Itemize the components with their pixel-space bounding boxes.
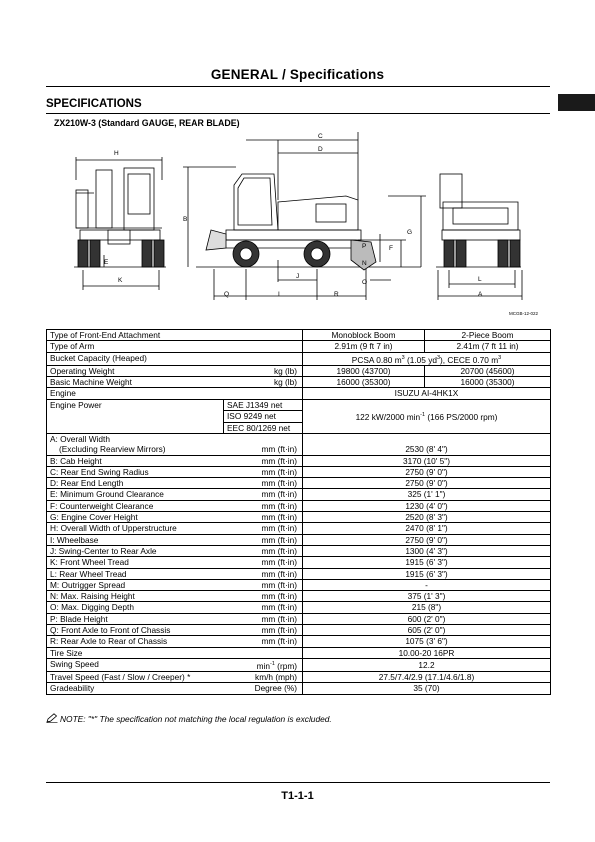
- table-row: [47, 545, 551, 556]
- standard-item: ISO 9249 net: [224, 411, 302, 423]
- row-label: I: Wheelbase mm (ft·in): [47, 534, 303, 545]
- cell-value: PCSA 0.80 $m^3$ (1.05 $yd^3$), CECE 0.70 $m^3$: [303, 352, 551, 365]
- label-D: D: [318, 146, 323, 153]
- cell-value: 27.5/7.4/2.9 (17.1/4.6/1.8): [303, 671, 551, 682]
- table-row: [47, 613, 551, 624]
- cell-value: 2.41m (7 ft 11 in): [425, 341, 551, 352]
- machine-drawing: [46, 130, 552, 322]
- table-row: [47, 433, 551, 455]
- label-A: A: [478, 291, 483, 298]
- cell-value: 600 (2' 0"): [303, 613, 551, 624]
- cell-value: 1915 (6' 3"): [303, 568, 551, 579]
- header-rule: [46, 86, 550, 87]
- row-label: Basic Machine Weight kg (lb): [47, 376, 303, 387]
- row-label: N: Max. Raising Height mm (ft·in): [47, 591, 303, 602]
- table-row: [47, 466, 551, 477]
- engine-power-label-cell: [47, 399, 303, 433]
- cell-value: 10.00-20 16PR: [303, 647, 551, 658]
- table-row: [47, 478, 551, 489]
- cell-value: 12.2: [303, 658, 551, 671]
- cell-value: -: [303, 579, 551, 590]
- table-row: [47, 365, 551, 376]
- section-title: SPECIFICATIONS: [46, 98, 142, 110]
- table-row: [47, 388, 551, 399]
- row-label: Type of Arm: [47, 341, 303, 352]
- engine-power-standards: [223, 400, 302, 433]
- cell-value: 1075 (3' 6"): [303, 636, 551, 647]
- section-tab-marker: [558, 94, 595, 111]
- label-P: P: [362, 243, 367, 250]
- pencil-note-icon: [46, 713, 58, 723]
- spec-table: [46, 329, 551, 695]
- figure-code: MCGB-12-022: [509, 311, 539, 316]
- page-number: T1-1-1: [281, 790, 314, 802]
- cell-value: 2.91m (9 ft 7 in): [303, 341, 425, 352]
- row-label: A: Overall Width (Excluding Rearview Mirrors) mm (ft·in): [47, 433, 303, 455]
- footer-rule: [46, 782, 550, 783]
- label-C: C: [318, 133, 323, 140]
- label-H: H: [114, 150, 119, 157]
- label-O: O: [362, 279, 368, 286]
- standard-item: EEC 80/1269 net: [227, 422, 291, 433]
- table-row: [47, 579, 551, 590]
- row-label: L: Rear Wheel Tread mm (ft·in): [47, 568, 303, 579]
- cell-value: 122 kW/2000 $\min^{-1} (166$ PS/2000 rpm): [303, 399, 551, 433]
- label-J: J: [296, 273, 300, 280]
- label-R: R: [334, 291, 339, 298]
- row-label: Bucket Capacity (Heaped): [47, 352, 303, 365]
- cell-value: ISUZU AI-4HK1X: [303, 388, 551, 399]
- dimension-figure: [46, 130, 552, 322]
- label-L: L: [478, 276, 482, 283]
- table-row: [47, 341, 551, 352]
- table-row: [47, 647, 551, 658]
- cell-value: 605 (2' 0"): [303, 625, 551, 636]
- row-label: J: Swing-Center to Rear Axle mm (ft·in): [47, 545, 303, 556]
- label-N: N: [362, 260, 367, 267]
- row-label: E: Minimum Ground Clearance mm (ft·in): [47, 489, 303, 500]
- table-row: [47, 557, 551, 568]
- cell-value: 20700 (45600): [425, 365, 551, 376]
- row-label: P: Blade Height mm (ft·in): [47, 613, 303, 624]
- cell-value: 16000 (35300): [425, 376, 551, 387]
- label-F: F: [389, 245, 393, 252]
- row-label: D: Rear End Length mm (ft·in): [47, 478, 303, 489]
- table-row: [47, 636, 551, 647]
- standard-item: SAE J1349 net: [224, 400, 302, 412]
- row-label: Travel Speed (Fast / Slow / Creeper) * km/h (mph): [47, 671, 303, 682]
- label-B: B: [183, 216, 188, 223]
- table-row: [47, 671, 551, 682]
- cell-value: 3170 (10' 5"): [303, 455, 551, 466]
- table-row: [47, 568, 551, 579]
- row-label: F: Counterweight Clearance mm (ft·in): [47, 500, 303, 511]
- table-row: [47, 500, 551, 511]
- table-row: [47, 352, 551, 365]
- row-label: R: Rear Axle to Rear of Chassis mm (ft·in): [47, 636, 303, 647]
- row-label: Gradeability Degree (%): [47, 683, 303, 694]
- cell-value: 215 (8"): [303, 602, 551, 613]
- table-row: [47, 399, 551, 433]
- table-row: [47, 625, 551, 636]
- row-label: Q: Front Axle to Front of Chassis mm (ft·in): [47, 625, 303, 636]
- cell-value: 1230 (4' 0"): [303, 500, 551, 511]
- row-label: H: Overall Width of Upperstructure mm (ft·in): [47, 523, 303, 534]
- label-I: I: [278, 291, 280, 298]
- page-header-title: GENERAL / Specifications: [210, 67, 385, 82]
- table-row: [47, 523, 551, 534]
- dimension-rows: [47, 455, 551, 647]
- table-row: [47, 591, 551, 602]
- cell-value: 2470 (8' 1"): [303, 523, 551, 534]
- cell-value: 35 (70): [303, 683, 551, 694]
- cell-value: 1300 (4' 3"): [303, 545, 551, 556]
- col-header-mono: Monoblock Boom: [303, 330, 425, 341]
- row-label: G: Engine Cover Height mm (ft·in): [47, 512, 303, 523]
- table-row: [47, 658, 551, 671]
- table-row: [47, 489, 551, 500]
- section-rule: [46, 113, 550, 114]
- cell-value: 2750 (9' 0"): [303, 466, 551, 477]
- table-row: [47, 512, 551, 523]
- note: NOTE: "*" The specification not matching the local regulation is excluded.: [46, 713, 332, 724]
- cell-value: 19800 (43700): [303, 365, 425, 376]
- row-label: Swing Speed $\min^{-1} (rpm)$: [47, 658, 303, 671]
- table-row: [47, 330, 551, 341]
- table-row: [47, 602, 551, 613]
- model-title: ZX210W-3 (Standard GAUGE, REAR BLADE): [54, 118, 240, 128]
- row-label: Operating Weight kg (lb): [47, 365, 303, 376]
- side-view: [183, 132, 426, 300]
- row-label: C: Rear End Swing Radius mm (ft·in): [47, 466, 303, 477]
- label-G: G: [407, 229, 413, 236]
- front-view: [74, 157, 166, 290]
- cell-value: 2530 (8' 4"): [303, 433, 551, 455]
- table-row: [47, 455, 551, 466]
- row-label: M: Outrigger Spread mm (ft·in): [47, 579, 303, 590]
- row-label: O: Max. Digging Depth mm (ft·in): [47, 602, 303, 613]
- cell-value: 375 (1' 3"): [303, 591, 551, 602]
- cell-value: 2750 (9' 0"): [303, 478, 551, 489]
- row-label: Engine Power: [50, 399, 102, 410]
- label-E: E: [104, 259, 109, 266]
- label-K: K: [118, 277, 123, 284]
- table-row: [47, 683, 551, 694]
- row-label: Type of Front-End Attachment: [47, 330, 303, 341]
- cell-value: 16000 (35300): [303, 376, 425, 387]
- row-label: K: Front Wheel Tread mm (ft·in): [47, 557, 303, 568]
- row-label: Tire Size: [47, 647, 303, 658]
- col-header-two: 2-Piece Boom: [425, 330, 551, 341]
- cell-value: 325 (1' 1"): [303, 489, 551, 500]
- table-row: [47, 534, 551, 545]
- table-row: [47, 376, 551, 387]
- cell-value: 2520 (8' 3"): [303, 512, 551, 523]
- cell-value: 1915 (6' 3"): [303, 557, 551, 568]
- cell-value: 2750 (9' 0"): [303, 534, 551, 545]
- row-label: Engine: [47, 388, 303, 399]
- label-Q: Q: [224, 291, 230, 298]
- row-label: B: Cab Height mm (ft·in): [47, 455, 303, 466]
